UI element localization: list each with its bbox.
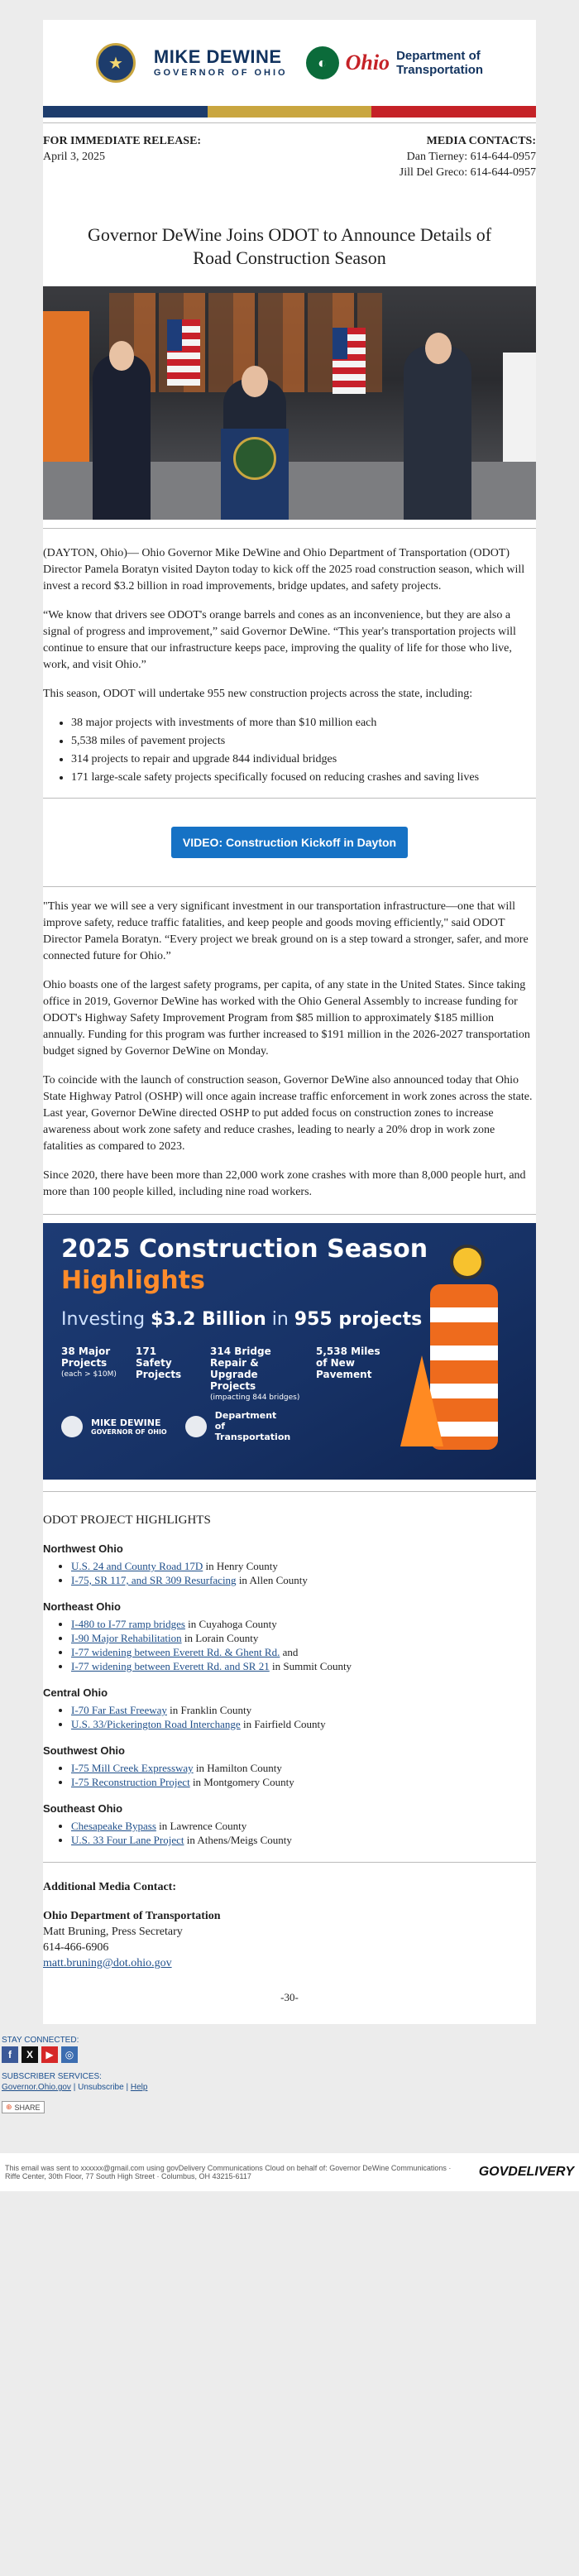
stat-sub: (impacting 844 bridges)	[210, 1394, 300, 1402]
governor-title: GOVERNOR OF OHIO	[153, 68, 288, 78]
footer-bottom	[0, 2153, 579, 2191]
list-item: • 314 projects to repair and upgrade 844 individual bridges	[71, 751, 536, 768]
list-item	[71, 1718, 536, 1731]
list-item	[71, 1776, 536, 1789]
project-link[interactable]: U.S. 33 Four Lane Project	[71, 1834, 184, 1846]
stat-main: 5,538 Miles of New Pavement	[316, 1346, 380, 1380]
invest-pre: Investing	[61, 1309, 151, 1330]
invest-amount: $3.2 Billion	[151, 1309, 266, 1330]
region-project-list	[71, 1704, 536, 1731]
youtube-icon[interactable]: ▶	[41, 2046, 58, 2063]
list-item	[71, 1834, 536, 1847]
social-icons	[2, 2046, 579, 2063]
bar-segment	[371, 106, 536, 118]
contacts-label: MEDIA CONTACTS:	[426, 135, 536, 147]
help-link[interactable]: Help	[130, 2083, 148, 2092]
project-county: in Franklin County	[166, 1704, 252, 1716]
stay-connected-label: STAY CONNECTED:	[2, 2036, 79, 2045]
x-icon[interactable]: X	[22, 2046, 38, 2063]
person-left	[93, 354, 151, 520]
region-heading: Northwest Ohio	[43, 1542, 123, 1555]
contact-email-link[interactable]: matt.bruning@dot.ohio.gov	[43, 1957, 172, 1969]
project-county: and	[280, 1646, 299, 1658]
facebook-icon[interactable]: f	[2, 2046, 18, 2063]
banner-investing	[61, 1309, 422, 1330]
project-link[interactable]: I-75, SR 117, and SR 309 Resurfacing	[71, 1574, 237, 1586]
project-link[interactable]: U.S. 33/Pickerington Road Interchange	[71, 1718, 241, 1730]
stat-sub: (each > $10M)	[61, 1370, 117, 1379]
governor-name: MIKE DEWINE	[153, 46, 282, 67]
odot-circle-icon	[185, 1416, 207, 1437]
paragraph: “We know that drivers see ODOT's orange barrels and cones as an inconvenience, but they are also a signal of progress and improvement,” said Governor DeWine. “This year's transportation projects will continue to ensure that our infrastructure keeps pace, improving the quality of life for those who live, work, and visit Ohio.”	[43, 609, 516, 671]
governor-seal-icon: ★	[96, 43, 136, 83]
banner-title: 2025 Construction Season	[61, 1235, 428, 1264]
instagram-icon[interactable]: ◎	[61, 2046, 78, 2063]
divider	[43, 886, 536, 887]
list-item	[71, 1618, 536, 1631]
project-link[interactable]: I-75 Mill Creek Expressway	[71, 1762, 194, 1774]
stat-main: 171 Safety Projects	[136, 1346, 182, 1380]
list-item	[71, 1762, 536, 1775]
subscriber-services-label: SUBSCRIBER SERVICES:	[2, 2072, 102, 2081]
region-project-list	[71, 1618, 536, 1673]
release-right	[400, 133, 536, 180]
dept-line-1: Department of	[396, 49, 481, 63]
stat-main: 314 Bridge Repair & Upgrade Projects	[210, 1346, 271, 1392]
banner-subtitle: Highlights	[61, 1266, 205, 1295]
banner-gov-name: MIKE DEWINE	[91, 1417, 161, 1428]
traffic-cone-icon	[400, 1355, 443, 1446]
project-county: in Montgomery County	[189, 1776, 294, 1788]
additional-heading: Additional Media Contact:	[43, 1881, 176, 1893]
warning-lamp-icon	[450, 1245, 485, 1279]
contact-org: Ohio Department of Transportation	[43, 1910, 221, 1922]
contact-phone: 614-466-6906	[43, 1941, 109, 1954]
list-item: • 171 large-scale safety projects specifically focused on reducing crashes and saving lives	[71, 770, 536, 786]
release-label: FOR IMMEDIATE RELEASE:	[43, 135, 202, 147]
divider	[43, 1862, 536, 1863]
project-link[interactable]: I-77 widening between Everett Rd. and SR 21	[71, 1660, 270, 1672]
person-right	[404, 346, 471, 520]
project-link[interactable]: I-70 Far East Freeway	[71, 1704, 167, 1716]
project-county: in Cuyahoga County	[184, 1618, 277, 1630]
projects-heading: ODOT PROJECT HIGHLIGHTS	[43, 1513, 211, 1527]
region-heading: Southwest Ohio	[43, 1744, 125, 1757]
separator: |	[123, 2083, 131, 2092]
ohio-wordmark: Ohio	[345, 50, 390, 74]
paragraph: Ohio boasts one of the largest safety programs, per capita, of any state in the United States. Since taking office in 2019, Governor DeWine has worked with the Ohio General Assembly to increase funding for ODOT's Highway Safety Improvement Program from $85 million to approximately $185 million annually. Funding for this program was further increased to $191 million in the 2026-2027 transportation budget signed by Governor DeWine on Monday.	[43, 979, 530, 1058]
share-label: SHARE	[14, 2103, 41, 2112]
banner-dept: Department of Transportation	[214, 1410, 291, 1442]
list-item	[71, 1646, 536, 1659]
list-item: • 5,538 miles of pavement projects	[71, 733, 536, 750]
press-photo	[43, 286, 536, 520]
email-sheet	[43, 20, 536, 2024]
banner-footer	[61, 1410, 290, 1442]
divider	[43, 798, 536, 799]
list-item	[71, 1704, 536, 1717]
project-county: in Hamilton County	[193, 1762, 282, 1774]
headline: Governor DeWine Joins ODOT to Announce Details of Road Construction Season	[87, 224, 492, 268]
stat	[136, 1346, 195, 1403]
share-button[interactable]	[2, 2101, 45, 2113]
stat	[61, 1346, 121, 1403]
ohio-flag	[333, 328, 366, 394]
governor-logo	[154, 47, 288, 79]
highlights-list	[71, 715, 536, 786]
invest-count: 955 projects	[294, 1309, 423, 1330]
govdelivery-logo: GOVDELIVERY	[478, 2165, 574, 2179]
banner-gov	[91, 1418, 167, 1436]
list-item	[71, 1574, 536, 1587]
video-button[interactable]: VIDEO: Construction Kickoff in Dayton	[171, 827, 408, 858]
project-county: in Fairfield County	[240, 1718, 326, 1730]
person-center-head	[242, 366, 268, 397]
stat	[210, 1346, 301, 1403]
person-right-head	[425, 333, 452, 364]
governor-site-link[interactable]: Governor.Ohio.gov	[2, 2083, 71, 2092]
separator: |	[70, 2083, 79, 2092]
region-heading: Northeast Ohio	[43, 1600, 121, 1613]
contact-person: Matt Bruning, Press Secretary	[43, 1926, 183, 1938]
bar-segment	[43, 106, 208, 118]
person-left-head	[109, 341, 134, 371]
us-flag	[167, 319, 200, 386]
project-link[interactable]: I-480 to I-77 ramp bridges	[71, 1618, 185, 1630]
contact-1: Dan Tierney: 614-644-0957	[406, 151, 536, 163]
project-link[interactable]: I-77 widening between Everett Rd. & Ghent Rd.	[71, 1646, 280, 1658]
region-project-list	[71, 1820, 536, 1847]
additional-contact	[43, 1879, 536, 1971]
banner-stats	[61, 1346, 387, 1403]
stat-main: 38 Major Projects	[61, 1346, 111, 1369]
invest-mid: in	[266, 1309, 294, 1330]
odot-circle-icon: ◐	[306, 46, 339, 79]
subscriber-links	[0, 2082, 579, 2093]
project-county: in Summit County	[269, 1660, 352, 1672]
project-county: in Henry County	[203, 1560, 278, 1572]
project-link[interactable]: I-75 Reconstruction Project	[71, 1776, 190, 1788]
project-link[interactable]: U.S. 24 and County Road 17D	[71, 1560, 203, 1572]
project-link[interactable]: Chesapeake Bypass	[71, 1820, 156, 1832]
list-item	[71, 1632, 536, 1645]
project-county: in Lorain County	[181, 1632, 259, 1644]
list-item: • 38 major projects with investments of more than $10 million each	[71, 715, 536, 732]
divider	[43, 1214, 536, 1215]
header	[43, 20, 536, 106]
article-body	[43, 529, 536, 1201]
footer-disclaimer: This email was sent to xxxxxx@gmail.com using govDelivery Communications Cloud on behalf of: Governor DeWine Communications · Riffe Center, 30th Floor, 77 South High Street · Columbus, OH 43215-6117	[5, 2164, 452, 2180]
header-color-bar	[43, 106, 536, 118]
paragraph: "This year we will see a very significant investment in our transportation infrastructure—one that will improve safety, reduce traffic fatalities, and keep people and goods moving efficiently," said ODOT Director Pamela Boratyn. “Every project we break ground on is a step toward a stronger, safer, and more connected future for Ohio.”	[43, 900, 529, 962]
dept-line-2: Transportation	[396, 63, 484, 77]
project-county: in Lawrence County	[156, 1820, 247, 1832]
odot-dept-name	[396, 49, 483, 77]
project-regions	[43, 1542, 536, 1847]
unsubscribe-link[interactable]: Unsubscribe	[78, 2083, 124, 2092]
paragraph: This season, ODOT will undertake 955 new construction projects across the state, including:	[43, 688, 473, 700]
video-button-wrap	[43, 827, 536, 858]
banner-gov-sub: GOVERNOR OF OHIO	[91, 1427, 167, 1436]
region-project-list	[71, 1560, 536, 1587]
project-county: in Allen County	[236, 1574, 308, 1586]
email-footer	[0, 2024, 579, 2191]
contact-2: Jill Del Greco: 614-644-0957	[399, 166, 536, 179]
highlights-banner	[43, 1223, 536, 1480]
list-item	[71, 1660, 536, 1673]
end-mark: -30-	[280, 1991, 299, 2003]
project-link[interactable]: I-90 Major Rehabilitation	[71, 1632, 182, 1644]
release-info	[43, 123, 536, 180]
paragraph: To coincide with the launch of construction season, Governor DeWine also announced today that Ohio State Highway Patrol (OSHP) will once again increase traffic enforcement in work zones across the state. Last year, Governor DeWine directed OSHP to put added focus on construction zones to increase awareness about work zone safety and reduce crashes, leading to nearly a 20% drop in work zone fatalities as compared to 2023.	[43, 1074, 533, 1153]
list-item	[71, 1560, 536, 1573]
release-left	[43, 133, 201, 180]
region-heading: Southeast Ohio	[43, 1802, 123, 1815]
release-date: April 3, 2025	[43, 151, 106, 163]
podium-seal-icon	[233, 437, 276, 480]
list-item	[71, 1820, 536, 1833]
divider	[43, 1491, 536, 1492]
region-project-list	[71, 1762, 536, 1789]
bar-segment	[208, 106, 372, 118]
odot-logo	[306, 46, 483, 79]
governor-seal-icon	[61, 1416, 83, 1437]
project-county: in Athens/Meigs County	[184, 1834, 292, 1846]
paragraph: Since 2020, there have been more than 22,000 work zone crashes with more than 8,000 people hurt, and more than 100 people killed, including nine road workers.	[43, 1169, 526, 1198]
share-icon: ⊕	[6, 2103, 12, 2111]
region-heading: Central Ohio	[43, 1686, 108, 1699]
stat	[316, 1346, 387, 1403]
paragraph: (DAYTON, Ohio)— Ohio Governor Mike DeWine and Ohio Department of Transportation (ODOT) Director Pamela Boratyn visited Dayton today to kick off the 2025 road construction season, which will invest a record $3.2 billion in road improvements, bridge updates, and safety projects.	[43, 547, 525, 592]
